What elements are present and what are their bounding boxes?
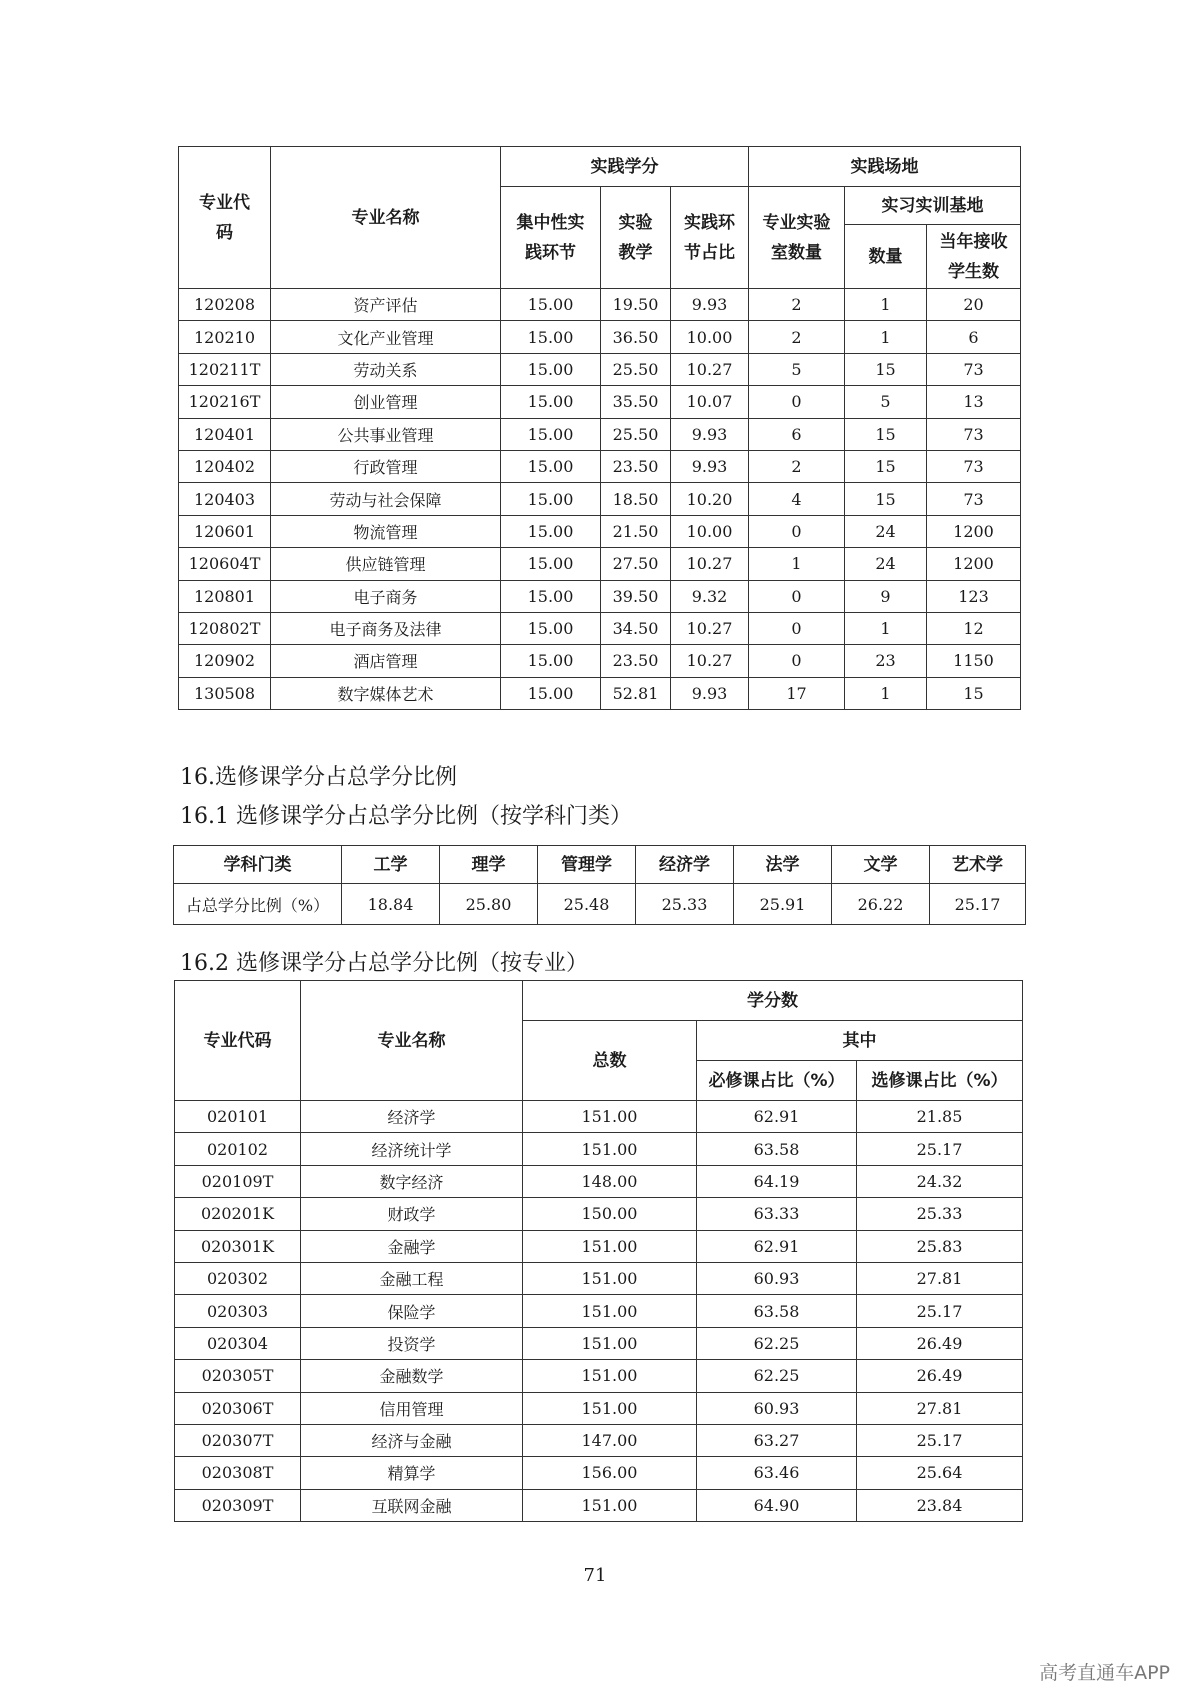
table-cell: 120402: [179, 450, 271, 482]
table-cell: 25.17: [857, 1295, 1023, 1327]
table-row: [175, 1230, 1023, 1262]
table-cell: 62.91: [697, 1101, 857, 1133]
table-row: [179, 289, 1021, 321]
header-students: 当年接收学生数: [927, 225, 1021, 289]
table-cell: 151.00: [523, 1392, 697, 1424]
table-row: [175, 1424, 1023, 1456]
table-cell: 0: [749, 386, 845, 418]
table-cell: 5: [749, 353, 845, 385]
page-number: 71: [583, 1565, 607, 1586]
table-cell: 15: [927, 677, 1021, 709]
table-cell: 10.27: [671, 548, 749, 580]
table-row: [179, 321, 1021, 353]
table-cell: 公共事业管理: [271, 418, 501, 450]
table-cell: 63.46: [697, 1457, 857, 1489]
table-cell: 34.50: [601, 612, 671, 644]
table-cell: 15: [845, 483, 927, 515]
table-cell: 020309T: [175, 1489, 301, 1521]
table-cell: 25.83: [857, 1230, 1023, 1262]
subsection-title-major: 16.2 选修课学分占总学分比例（按专业）: [180, 951, 588, 976]
table-cell: 资产评估: [271, 289, 501, 321]
table-cell: 73: [927, 418, 1021, 450]
table-row: [175, 1457, 1023, 1489]
table-row: [179, 580, 1021, 612]
table-row: [175, 1360, 1023, 1392]
table-cell: 156.00: [523, 1457, 697, 1489]
table-cell: 020109T: [175, 1165, 301, 1197]
table-cell: 23: [845, 645, 927, 677]
table-cell: 0: [749, 580, 845, 612]
table-cell: 劳动关系: [271, 353, 501, 385]
table-cell: 18.84: [342, 884, 440, 925]
table-cell: 120403: [179, 483, 271, 515]
table-cell: 信用管理: [301, 1392, 523, 1424]
header-cell: 法学: [734, 846, 832, 884]
table-cell: 020201K: [175, 1198, 301, 1230]
table-cell: 17: [749, 677, 845, 709]
practice-table: [178, 146, 1021, 710]
table-cell: 15.00: [501, 677, 601, 709]
table-cell: 经济统计学: [301, 1133, 523, 1165]
table-cell: 020303: [175, 1295, 301, 1327]
table-cell: 151.00: [523, 1360, 697, 1392]
table-cell: 2: [749, 450, 845, 482]
table-cell: 5: [845, 386, 927, 418]
table-row: [175, 1262, 1023, 1294]
table-row: [179, 612, 1021, 644]
table-cell: 1150: [927, 645, 1021, 677]
table-cell: 10.27: [671, 645, 749, 677]
table-cell: 保险学: [301, 1295, 523, 1327]
table-cell: 63.27: [697, 1424, 857, 1456]
table-cell: 020304: [175, 1327, 301, 1359]
table-cell: 金融数学: [301, 1360, 523, 1392]
discipline-ratio-table: [173, 845, 1026, 925]
table-cell: 26.49: [857, 1327, 1023, 1359]
table-cell: 52.81: [601, 677, 671, 709]
table-cell: 25.48: [538, 884, 636, 925]
table-cell: 151.00: [523, 1327, 697, 1359]
table-cell: 130508: [179, 677, 271, 709]
table-cell: 15: [845, 450, 927, 482]
header-credits: 学分数: [523, 981, 1023, 1021]
table-cell: 62.25: [697, 1360, 857, 1392]
table-cell: 120216T: [179, 386, 271, 418]
table-cell: 15.00: [501, 612, 601, 644]
table-cell: 1: [845, 612, 927, 644]
header-experiment: 实验教学: [601, 187, 671, 289]
header-cell: 学科门类: [174, 846, 342, 884]
table-cell: 电子商务及法律: [271, 612, 501, 644]
section-title: 16.选修课学分占总学分比例: [180, 765, 457, 790]
table-row: [175, 1165, 1023, 1197]
table-cell: 劳动与社会保障: [271, 483, 501, 515]
table-row: [175, 1327, 1023, 1359]
table-cell: 投资学: [301, 1327, 523, 1359]
table-cell: 10.00: [671, 321, 749, 353]
table-cell: 9.93: [671, 450, 749, 482]
table-cell: 精算学: [301, 1457, 523, 1489]
header-required: 必修课占比（%）: [697, 1061, 857, 1101]
table-cell: 2: [749, 321, 845, 353]
table-cell: 15.00: [501, 515, 601, 547]
table-cell: 9.93: [671, 418, 749, 450]
table-cell: 151.00: [523, 1101, 697, 1133]
table-cell: 120902: [179, 645, 271, 677]
table-cell: 25.50: [601, 418, 671, 450]
table-cell: 1200: [927, 548, 1021, 580]
table-cell: 148.00: [523, 1165, 697, 1197]
table-cell: 15: [845, 418, 927, 450]
table-cell: 1: [845, 289, 927, 321]
table-cell: 35.50: [601, 386, 671, 418]
header-code: 专业代码: [179, 147, 271, 289]
table-cell: 151.00: [523, 1230, 697, 1262]
table-cell: 120208: [179, 289, 271, 321]
table-cell: 27.81: [857, 1262, 1023, 1294]
table-cell: 24: [845, 548, 927, 580]
table-cell: 24.32: [857, 1165, 1023, 1197]
table-cell: 60.93: [697, 1262, 857, 1294]
table-cell: 120211T: [179, 353, 271, 385]
table-cell: 文化产业管理: [271, 321, 501, 353]
table-row: [179, 483, 1021, 515]
table-cell: 64.19: [697, 1165, 857, 1197]
table-cell: 151.00: [523, 1295, 697, 1327]
table-cell: 73: [927, 450, 1021, 482]
table-cell: 21.85: [857, 1101, 1023, 1133]
table-cell: 1: [749, 548, 845, 580]
table-row: [179, 548, 1021, 580]
table-cell: 10.07: [671, 386, 749, 418]
header-name: 专业名称: [271, 147, 501, 289]
table-row: [175, 1101, 1023, 1133]
table-row: [175, 1489, 1023, 1521]
table-cell: 经济学: [301, 1101, 523, 1133]
table-cell: 2: [749, 289, 845, 321]
table-cell: 64.90: [697, 1489, 857, 1521]
table-cell: 020305T: [175, 1360, 301, 1392]
table-cell: 62.91: [697, 1230, 857, 1262]
table-cell: 26.22: [832, 884, 930, 925]
table-row: [179, 353, 1021, 385]
table-cell: 120801: [179, 580, 271, 612]
header-cell: 艺术学: [930, 846, 1026, 884]
header-concentrated: 集中性实践环节: [501, 187, 601, 289]
table-cell: 10.27: [671, 353, 749, 385]
table-cell: 数字经济: [301, 1165, 523, 1197]
table-cell: 120604T: [179, 548, 271, 580]
table-cell: 15: [845, 353, 927, 385]
table-cell: 120401: [179, 418, 271, 450]
table-row: [175, 1392, 1023, 1424]
table-cell: 020301K: [175, 1230, 301, 1262]
table-cell: 1: [845, 321, 927, 353]
table-cell: 25.33: [636, 884, 734, 925]
table-cell: 25.17: [930, 884, 1026, 925]
table-cell: 63.58: [697, 1133, 857, 1165]
header-elective: 选修课占比（%）: [857, 1061, 1023, 1101]
table-cell: 金融学: [301, 1230, 523, 1262]
table-cell: 23.84: [857, 1489, 1023, 1521]
table-row: [179, 450, 1021, 482]
table-cell: 25.50: [601, 353, 671, 385]
table-cell: 120601: [179, 515, 271, 547]
table-cell: 9.32: [671, 580, 749, 612]
table-cell: 6: [927, 321, 1021, 353]
table-cell: 27.81: [857, 1392, 1023, 1424]
header-cell: 理学: [440, 846, 538, 884]
table-row: [175, 1198, 1023, 1230]
table-cell: 12: [927, 612, 1021, 644]
table-cell: 147.00: [523, 1424, 697, 1456]
table-cell: 0: [749, 515, 845, 547]
header-practice-sites: 实践场地: [749, 147, 1021, 187]
header-cell: 经济学: [636, 846, 734, 884]
table-cell: 物流管理: [271, 515, 501, 547]
table-cell: 酒店管理: [271, 645, 501, 677]
table-cell: 互联网金融: [301, 1489, 523, 1521]
table-cell: 创业管理: [271, 386, 501, 418]
table-row: [179, 515, 1021, 547]
table-cell: 020102: [175, 1133, 301, 1165]
major-ratio-table: [174, 980, 1023, 1522]
table-cell: 4: [749, 483, 845, 515]
table-cell: 13: [927, 386, 1021, 418]
table-cell: 15.00: [501, 353, 601, 385]
table-cell: 18.50: [601, 483, 671, 515]
table-cell: 020306T: [175, 1392, 301, 1424]
table-cell: 0: [749, 645, 845, 677]
header-cell: 工学: [342, 846, 440, 884]
table-row: [179, 418, 1021, 450]
table-cell: 0: [749, 612, 845, 644]
subsection-title-discipline: 16.1 选修课学分占总学分比例（按学科门类）: [180, 804, 632, 829]
table-cell: 151.00: [523, 1489, 697, 1521]
table-cell: 15.00: [501, 386, 601, 418]
table-row: [179, 645, 1021, 677]
table-cell: 数字媒体艺术: [271, 677, 501, 709]
table-cell: 10.20: [671, 483, 749, 515]
header-among: 其中: [697, 1021, 1023, 1061]
table-cell: 25.80: [440, 884, 538, 925]
table-cell: 62.25: [697, 1327, 857, 1359]
table-cell: 10.27: [671, 612, 749, 644]
table-cell: 36.50: [601, 321, 671, 353]
table-cell: 15.00: [501, 418, 601, 450]
table-cell: 占总学分比例（%）: [174, 884, 342, 925]
table-cell: 020101: [175, 1101, 301, 1133]
table-cell: 15.00: [501, 483, 601, 515]
table-row: [175, 1133, 1023, 1165]
table-cell: 151.00: [523, 1262, 697, 1294]
table-cell: 24: [845, 515, 927, 547]
table-row: [175, 1295, 1023, 1327]
table-cell: 15.00: [501, 450, 601, 482]
table-cell: 63.33: [697, 1198, 857, 1230]
table-cell: 15.00: [501, 289, 601, 321]
table-row: [179, 386, 1021, 418]
table-cell: 6: [749, 418, 845, 450]
table-cell: 123: [927, 580, 1021, 612]
table-cell: 25.91: [734, 884, 832, 925]
table-cell: 20: [927, 289, 1021, 321]
table-cell: 020302: [175, 1262, 301, 1294]
header-cell: 文学: [832, 846, 930, 884]
table-cell: 1200: [927, 515, 1021, 547]
table-cell: 1: [845, 677, 927, 709]
table-cell: 19.50: [601, 289, 671, 321]
table-cell: 电子商务: [271, 580, 501, 612]
header-ratio: 实践环节占比: [671, 187, 749, 289]
table-cell: 23.50: [601, 645, 671, 677]
table-cell: 财政学: [301, 1198, 523, 1230]
table-cell: 73: [927, 483, 1021, 515]
table-cell: 26.49: [857, 1360, 1023, 1392]
table-cell: 9.93: [671, 677, 749, 709]
table-cell: 020307T: [175, 1424, 301, 1456]
header-cell: 管理学: [538, 846, 636, 884]
table-cell: 27.50: [601, 548, 671, 580]
table-cell: 120210: [179, 321, 271, 353]
table-cell: 经济与金融: [301, 1424, 523, 1456]
table-cell: 15.00: [501, 321, 601, 353]
watermark: 高考直通车APP: [1039, 1662, 1170, 1684]
table-cell: 25.17: [857, 1133, 1023, 1165]
table-row: [179, 677, 1021, 709]
table-cell: 63.58: [697, 1295, 857, 1327]
table-cell: 150.00: [523, 1198, 697, 1230]
table-cell: 23.50: [601, 450, 671, 482]
table-cell: 10.00: [671, 515, 749, 547]
table-cell: 供应链管理: [271, 548, 501, 580]
table-cell: 73: [927, 353, 1021, 385]
header-practice-credits: 实践学分: [501, 147, 749, 187]
table-cell: 60.93: [697, 1392, 857, 1424]
table-cell: 9: [845, 580, 927, 612]
table-cell: 25.64: [857, 1457, 1023, 1489]
header-total: 总数: [523, 1021, 697, 1101]
table-cell: 25.33: [857, 1198, 1023, 1230]
header-lab-count: 专业实验室数量: [749, 187, 845, 289]
header-base-count: 数量: [845, 225, 927, 289]
table-cell: 151.00: [523, 1133, 697, 1165]
table-cell: 金融工程: [301, 1262, 523, 1294]
table-cell: 行政管理: [271, 450, 501, 482]
table-cell: 020308T: [175, 1457, 301, 1489]
table-cell: 25.17: [857, 1424, 1023, 1456]
table-cell: 21.50: [601, 515, 671, 547]
table-cell: 39.50: [601, 580, 671, 612]
header-base: 实习实训基地: [845, 187, 1021, 225]
table-cell: 15.00: [501, 580, 601, 612]
table-cell: 120802T: [179, 612, 271, 644]
table-cell: 9.93: [671, 289, 749, 321]
table-cell: 15.00: [501, 645, 601, 677]
header-code: 专业代码: [175, 981, 301, 1101]
table-cell: 15.00: [501, 548, 601, 580]
header-name: 专业名称: [301, 981, 523, 1101]
